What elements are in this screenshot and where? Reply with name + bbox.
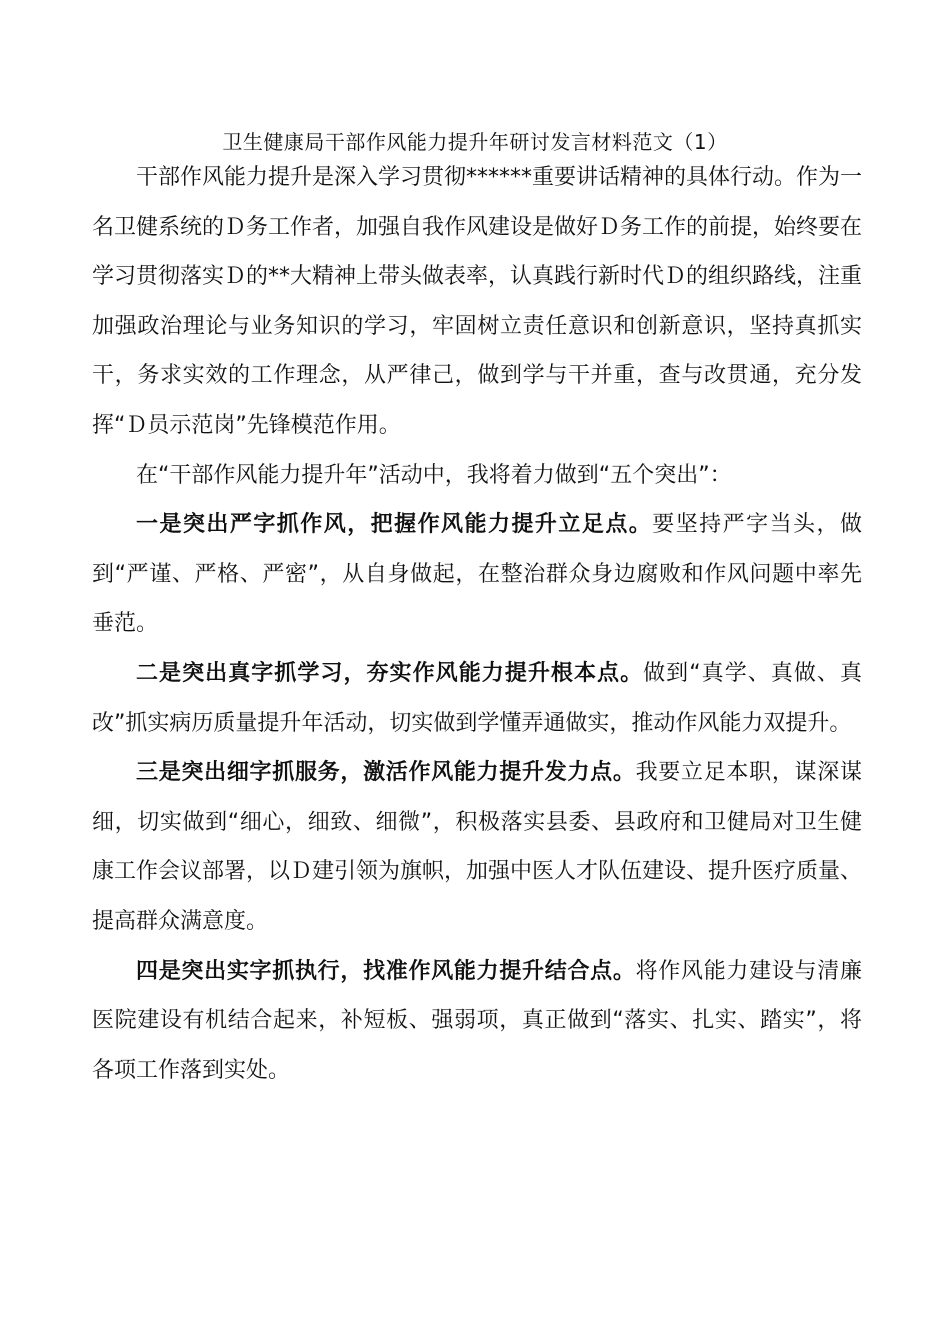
paragraph-text: 做到“真学、真做、真改”抓实病历质量提升年活动，切实做到学懂弄通做实，推动作风能力双提升。: [92, 660, 862, 736]
paragraph-text: 干部作风能力提升是深入学习贯彻******重要讲话精神的具体行动。作为一名卫健系统的Ｄ务工作者，加强自我作风建设是做好Ｄ务工作的前提，始终要在学习贯彻落实Ｄ的**大精神上带头做表率，认真践行新时代Ｄ的组织路线，注重加强政治理论与业务知识的学习，牢固树立责任意识和创新意识，坚持真抓实干，务求实效的工作理念，从严律己，做到学与干并重，查与改贯通，充分发挥“Ｄ员示范岗”先锋模范作用。: [92, 165, 863, 438]
paragraph-text: 我要立足本职，谋深谋细，切实做到“细心，细致、细微”，积极落实县委、县政府和卫健局对卫生健康工作会议部署，以Ｄ建引领为旗帜，加强中医人才队伍建设、提升医疗质量、提高群众满意度。: [92, 760, 863, 934]
paragraph-lead: 一是突出严字抓作风，把握作风能力提升立足点。: [136, 512, 653, 538]
paragraph-text: 将作风能力建设与清廉医院建设有机结合起来，补短板、强弱项，真正做到“落实、扎实、踏实”，将各项工作落到实处。: [92, 958, 862, 1083]
paragraph-lead: 三是突出细字抓服务，激活作风能力提升发力点。: [136, 760, 636, 786]
paragraph-text: 在“干部作风能力提升年”活动中，我将着力做到“五个突出”：: [136, 462, 732, 488]
paragraph-point-three: [92, 748, 862, 946]
paragraph-point-one: [92, 500, 862, 649]
paragraph-point-four: [92, 947, 862, 1096]
paragraph-five-highlights: [92, 451, 862, 501]
paragraph-intro: [92, 153, 862, 451]
document-title: 卫生健康局干部作风能力提升年研讨发言材料范文（1）: [222, 130, 728, 154]
paragraph-point-two: [92, 649, 862, 748]
paragraph-text: 要坚持严字当头，做到“严谨、严格、严密”，从自身做起，在整治群众身边腐败和作风问题中率先垂范。: [92, 512, 862, 637]
paragraph-lead: 二是突出真字抓学习，夯实作风能力提升根本点。: [136, 660, 644, 686]
document-body: [92, 153, 862, 1095]
paragraph-lead: 四是突出实字抓执行，找准作风能力提升结合点。: [136, 958, 636, 984]
